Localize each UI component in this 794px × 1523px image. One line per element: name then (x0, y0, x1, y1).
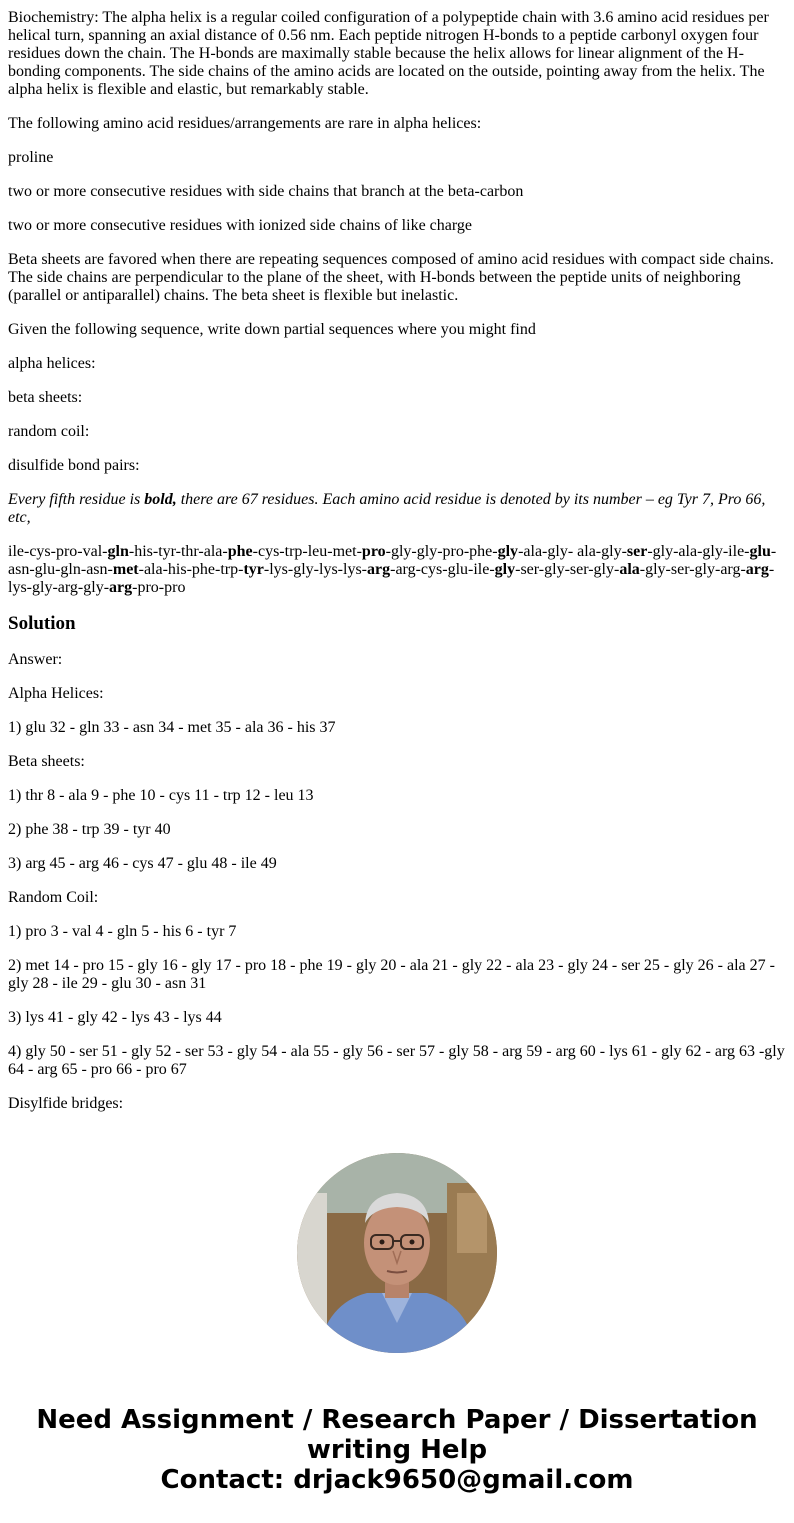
sequence-segment: -lys-gly-arg-gly- (8, 561, 775, 596)
random-coil-item: 1) pro 3 - val 4 - gln 5 - his 6 - tyr 7 (8, 923, 237, 940)
target-disulfide-pairs: disulfide bond pairs: (8, 457, 140, 474)
alpha-helix-item: 1) glu 32 - gln 33 - asn 34 - met 35 - ala 36 - his 37 (8, 719, 336, 736)
sequence-bold-residue: gly (497, 543, 519, 560)
note-bold: bold, (144, 491, 177, 508)
sequence-segment: -ala-gly- ala-gly- (518, 543, 627, 560)
author-avatar (297, 1153, 497, 1353)
sequence-segment: -gly-ala-gly-ile- (647, 543, 750, 560)
sequence-bold-residue: gln (107, 543, 129, 560)
sequence-bold-residue: arg (109, 579, 133, 596)
instruction-note (8, 491, 786, 527)
alpha-helices-label: Alpha Helices: (8, 685, 104, 702)
promo-line-1: Need Assignment / Research Paper / Dissertation (36, 1405, 758, 1435)
random-coil-item: 2) met 14 - pro 15 - gly 16 - gly 17 - pro 18 - phe 19 - gly 20 - ala 21 - gly 22 - ala 23 - gly 24 - ser 25 - gly 26 - ala 27 - gly 28 - ile 29 - glu 30 - asn 31 (8, 957, 775, 992)
sequence-bold-residue: tyr (243, 561, 264, 578)
beta-sheet-paragraph: Beta sheets are favored when there are repeating sequences composed of amino acid residues with compact side chains. The side chains are perpendicular to the plane of the sheet, with H-bonds between the peptide units of neighboring (parallel or antiparallel) chains. The beta sheet is flexible but inelastic. (8, 251, 774, 304)
sequence-bold-residue: arg (745, 561, 769, 578)
sequence-segment: -gly-gly-pro-phe- (385, 543, 498, 560)
disulfide-bridges-label: Disylfide bridges: (8, 1095, 124, 1112)
beta-sheet-item: 3) arg 45 - arg 46 - cys 47 - glu 48 - ile 49 (8, 855, 277, 872)
random-coil-label: Random Coil: (8, 889, 99, 906)
random-coil-item: 4) gly 50 - ser 51 - gly 52 - ser 53 - gly 54 - ala 55 - gly 56 - ser 57 - gly 58 - arg 59 - arg 60 - lys 61 - gly 62 - arg 63 -gly 64 - arg 65 - pro 66 - pro 67 (8, 1043, 785, 1078)
note-text-a: Every fifth residue is (8, 491, 145, 508)
sequence-bold-residue: gly (494, 561, 516, 578)
sequence-bold-residue: ser (626, 543, 648, 560)
document-body (8, 0, 786, 1113)
sequence-bold-residue: glu (749, 543, 771, 560)
rare-item-branched: two or more consecutive residues with side chains that branch at the beta-carbon (8, 183, 524, 200)
rare-item-ionized: two or more consecutive residues with ionized side chains of like charge (8, 217, 473, 234)
target-random-coil: random coil: (8, 423, 90, 440)
sequence-segment: -asn-glu-gln-asn- (8, 543, 777, 578)
author-portrait-image (297, 1153, 497, 1353)
sequence-segment: ile-cys-pro-val- (8, 543, 108, 560)
sequence-segment: -his-tyr-thr-ala- (128, 543, 228, 560)
beta-sheet-item: 1) thr 8 - ala 9 - phe 10 - cys 11 - trp 12 - leu 13 (8, 787, 314, 804)
sequence-segment: -ala-his-phe-trp- (138, 561, 244, 578)
sequence-segment: -ser-gly-ser-gly- (515, 561, 620, 578)
sequence-bold-residue: pro (361, 543, 386, 560)
rare-residues-intro: The following amino acid residues/arrangements are rare in alpha helices: (8, 115, 482, 132)
sequence-segment: -lys-gly-lys-lys- (263, 561, 368, 578)
sequence-segment: -gly-ser-gly-arg- (639, 561, 746, 578)
answer-label: Answer: (8, 651, 63, 668)
promo-line-2: writing Help (306, 1435, 488, 1465)
beta-sheets-label: Beta sheets: (8, 753, 85, 770)
sequence-bold-residue: ala (619, 561, 640, 578)
sequence-segment: -arg-cys-glu-ile- (390, 561, 495, 578)
random-coil-item: 3) lys 41 - gly 42 - lys 43 - lys 44 (8, 1009, 222, 1026)
sequence-bold-residue: arg (367, 561, 391, 578)
rare-item-proline: proline (8, 149, 54, 166)
sequence-bold-residue: phe (227, 543, 253, 560)
promo-banner (0, 1405, 794, 1495)
target-beta-sheets: beta sheets: (8, 389, 83, 406)
sequence-bold-residue: met (112, 561, 139, 578)
question-prompt: Given the following sequence, write down partial sequences where you might find (8, 321, 536, 338)
amino-acid-sequence (8, 543, 786, 597)
intro-paragraph-alpha-helix: Biochemistry: The alpha helix is a regular coiled configuration of a polypeptide chain with 3.6 amino acid residues per helical turn, spanning an axial distance of 0.56 nm. Each peptide nitrogen H-bonds to a peptide carbonyl oxygen four residues down the chain. The H-bonds are maximally stable because the helix allows for linear alignment of the H-bonding components. The side chains of the amino acids are located on the outside, pointing away from the helix. The alpha helix is flexible and elastic, but remarkably stable. (8, 9, 769, 98)
sequence-segment: -cys-trp-leu-met- (252, 543, 362, 560)
note-text-b: there are 67 residues. Each amino acid residue is denoted by its number – eg Tyr 7, Pro 66, etc, (8, 491, 766, 526)
target-alpha-helices: alpha helices: (8, 355, 96, 372)
beta-sheet-item: 2) phe 38 - trp 39 - tyr 40 (8, 821, 171, 838)
solution-heading: Solution (8, 613, 76, 634)
sequence-segment: -pro-pro (132, 579, 186, 596)
promo-contact: Contact: drjack9650@gmail.com (160, 1465, 634, 1495)
